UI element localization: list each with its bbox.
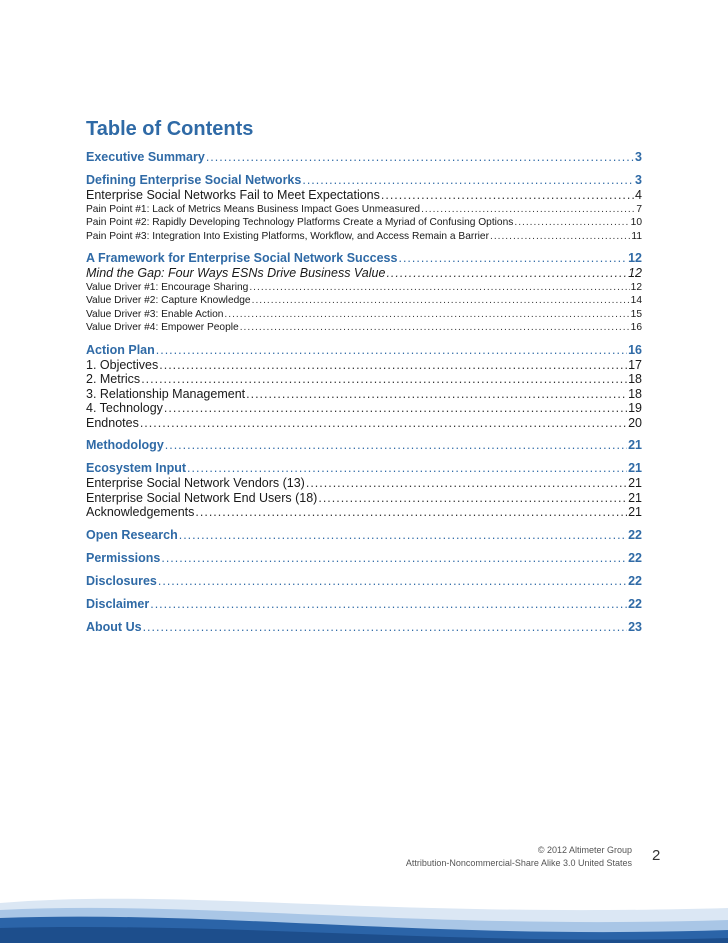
toc-entry-page: 12: [630, 281, 642, 293]
toc-entry-title: Ecosystem Input: [86, 461, 187, 475]
dot-leader: [224, 308, 629, 322]
table-of-contents: [86, 150, 642, 635]
toc-entry-title: 1. Objectives: [86, 357, 159, 372]
toc-entry-title: Action Plan: [86, 342, 155, 357]
toc-entry-title: About Us: [86, 619, 142, 634]
toc-entry-title: Enterprise Social Network Vendors (13): [86, 476, 305, 490]
toc-entry-page: 17: [628, 357, 642, 372]
dot-leader: [150, 597, 627, 612]
toc-entry-title: Pain Point #3: Integration Into Existing Platforms, Workflow, and Access Remain a Barrier: [86, 230, 489, 242]
toc-entry-page: 18: [628, 372, 642, 386]
toc-entry-acknowledgements[interactable]: [86, 505, 642, 520]
dot-leader: [398, 251, 627, 266]
dot-leader: [246, 387, 627, 402]
toc-entry-page: 16: [628, 342, 642, 357]
toc-entry-pain-point-3[interactable]: [86, 230, 642, 244]
dot-leader: [187, 461, 627, 476]
dot-leader: [179, 528, 627, 543]
toc-entry-page: 21: [628, 438, 642, 452]
toc-entry-page: 12: [628, 266, 642, 280]
toc-entry-title: Disclaimer: [86, 596, 150, 611]
toc-entry-title: Methodology: [86, 438, 164, 452]
toc-entry-page: 21: [628, 490, 642, 505]
toc-entry-page: 12: [628, 251, 642, 265]
toc-entry-title: Defining Enterprise Social Networks: [86, 173, 302, 187]
toc-entry-open-research[interactable]: [86, 528, 642, 543]
toc-entry-page: 11: [631, 230, 642, 242]
toc-entry-title: 2. Metrics: [86, 372, 141, 386]
toc-entry-action-plan[interactable]: [86, 343, 642, 358]
dot-leader: [421, 203, 635, 217]
toc-entry-page: 23: [628, 619, 642, 634]
toc-entry-permissions[interactable]: [86, 551, 642, 566]
toc-entry-page: 22: [628, 573, 642, 588]
toc-entry-title: 3. Relationship Management: [86, 386, 246, 401]
toc-entry-page: 21: [628, 476, 642, 490]
dot-leader: [490, 230, 630, 244]
toc-entry-ecosystem-input[interactable]: [86, 461, 642, 476]
dot-leader: [159, 358, 627, 373]
toc-entry-methodology[interactable]: [86, 438, 642, 453]
toc-entry-title: Disclosures: [86, 573, 157, 588]
toc-entry-title: Executive Summary: [86, 150, 205, 164]
dot-leader: [252, 294, 630, 308]
page-title: Table of Contents: [86, 118, 254, 140]
toc-entry-title: Endnotes: [86, 415, 139, 430]
dot-leader: [240, 321, 630, 335]
toc-entry-page: 14: [630, 295, 642, 306]
toc-entry-page: 15: [630, 308, 642, 320]
toc-entry-fail-expectations[interactable]: [86, 188, 642, 203]
toc-entry-title: Acknowledgements: [86, 505, 195, 519]
toc-entry-title: Pain Point #1: Lack of Metrics Means Business Impact Goes Unmeasured: [86, 203, 421, 215]
toc-entry-page: 10: [630, 217, 642, 228]
toc-entry-about-us[interactable]: [86, 620, 642, 635]
dot-leader: [164, 401, 627, 416]
dot-leader: [206, 150, 634, 165]
dot-leader: [143, 620, 628, 635]
toc-entry-title: Value Driver #3: Enable Action: [86, 308, 224, 320]
toc-entry-title: Permissions: [86, 550, 161, 565]
dot-leader: [386, 266, 627, 281]
dot-leader: [302, 173, 634, 188]
dot-leader: [141, 372, 627, 387]
toc-entry-title: Pain Point #2: Rapidly Developing Technology Platforms Create a Myriad of Confusing Options: [86, 217, 514, 228]
toc-entry-page: 16: [630, 322, 642, 333]
dot-leader: [140, 416, 627, 431]
toc-entry-title: Enterprise Social Networks Fail to Meet Expectations: [86, 188, 380, 202]
toc-entry-esn-vendors[interactable]: [86, 476, 642, 491]
toc-entry-title: Enterprise Social Network End Users (18): [86, 490, 318, 505]
toc-entry-esn-end-users[interactable]: [86, 491, 642, 506]
license-notice: Attribution-Noncommercial-Share Alike 3.0 United States: [405, 858, 632, 868]
toc-entry-metrics[interactable]: [86, 372, 642, 387]
toc-entry-page: 18: [628, 386, 642, 401]
toc-entry-value-driver-2[interactable]: [86, 294, 642, 308]
dot-leader: [306, 476, 627, 491]
toc-entry-page: 7: [636, 203, 642, 215]
toc-entry-executive-summary[interactable]: [86, 150, 642, 165]
toc-entry-objectives[interactable]: [86, 358, 642, 373]
toc-entry-disclaimer[interactable]: [86, 597, 642, 612]
toc-entry-page: 20: [628, 415, 642, 430]
toc-entry-page: 3: [635, 150, 642, 164]
toc-entry-page: 3: [635, 173, 642, 187]
toc-entry-page: 19: [628, 401, 642, 415]
toc-entry-title: A Framework for Enterprise Social Network Success: [86, 251, 398, 265]
toc-entry-pain-point-2[interactable]: [86, 216, 642, 230]
toc-entry-title: Value Driver #4: Empower People: [86, 322, 239, 333]
dot-leader: [318, 491, 627, 506]
toc-entry-technology[interactable]: [86, 401, 642, 416]
dot-leader: [514, 216, 629, 230]
dot-leader: [195, 505, 627, 520]
toc-entry-page: 4: [635, 188, 642, 202]
toc-entry-page: 22: [628, 596, 642, 611]
toc-entry-endnotes[interactable]: [86, 416, 642, 431]
toc-entry-defining-esn[interactable]: [86, 173, 642, 188]
toc-entry-value-driver-1[interactable]: [86, 281, 642, 295]
toc-entry-pain-point-1[interactable]: [86, 203, 642, 217]
toc-entry-title: Open Research: [86, 527, 178, 542]
dot-leader: [158, 574, 627, 589]
dot-leader: [249, 281, 629, 295]
toc-entry-framework[interactable]: [86, 251, 642, 266]
toc-entry-value-driver-3[interactable]: [86, 308, 642, 322]
toc-entry-mind-the-gap[interactable]: [86, 266, 642, 281]
copyright-notice: © 2012 Altimeter Group: [537, 845, 632, 855]
toc-entry-relationship-management[interactable]: [86, 387, 642, 402]
toc-entry-page: 22: [628, 527, 642, 542]
toc-entry-disclosures[interactable]: [86, 574, 642, 589]
toc-entry-value-driver-4[interactable]: [86, 321, 642, 335]
toc-entry-title: 4. Technology: [86, 401, 163, 415]
page-number: 2: [652, 847, 661, 864]
toc-entry-page: 22: [628, 550, 642, 565]
toc-entry-page: 21: [628, 461, 642, 475]
dot-leader: [165, 438, 627, 453]
dot-leader: [381, 188, 634, 203]
toc-entry-page: 21: [628, 505, 642, 519]
toc-entry-title: Mind the Gap: Four Ways ESNs Drive Business Value: [86, 266, 386, 280]
dot-leader: [156, 343, 627, 358]
dot-leader: [161, 551, 627, 566]
toc-entry-title: Value Driver #2: Capture Knowledge: [86, 295, 251, 306]
toc-entry-title: Value Driver #1: Encourage Sharing: [86, 281, 249, 293]
